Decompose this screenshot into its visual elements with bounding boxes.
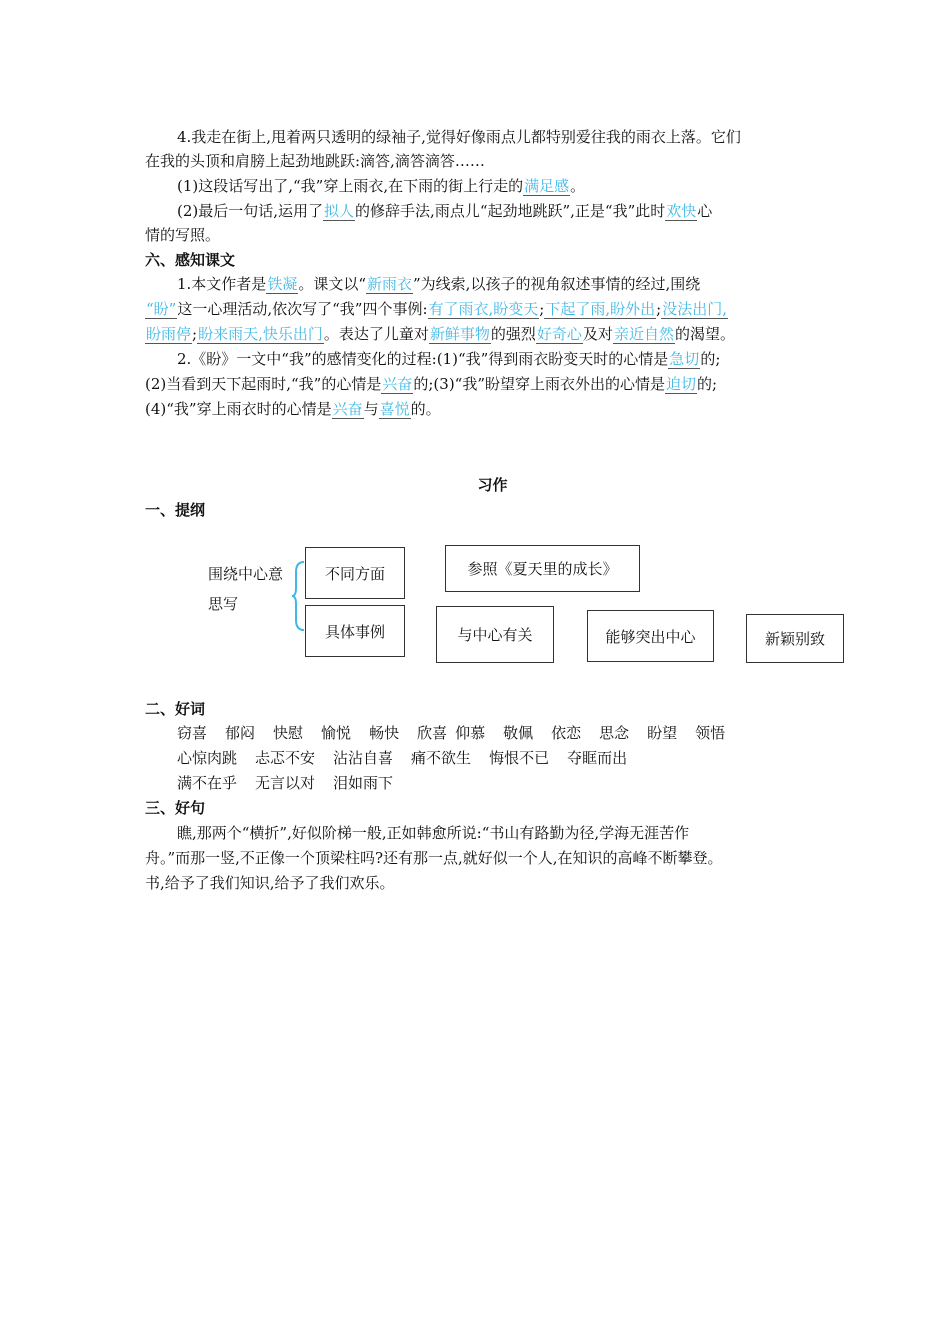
sentence-line-1: 瞧,那两个“横折”,好似阶梯一般,正如韩愈所说:“书山有路勤为径,学海无涯苦作: [177, 824, 690, 842]
box-aspects: 不同方面: [305, 547, 405, 599]
word: 悔恨不已: [489, 749, 550, 767]
word: 泪如雨下: [333, 774, 394, 792]
q4-part1: [177, 175, 585, 197]
word: 忐忑不安: [255, 749, 316, 767]
text: ;: [656, 300, 662, 318]
word: 愉悦: [321, 724, 352, 742]
text: 的;: [700, 350, 721, 368]
text: (4)“我”穿上雨衣时的心情是: [145, 400, 332, 418]
word-row-3: [177, 772, 411, 794]
box-highlight: 能够突出中心: [587, 610, 714, 662]
text: 1.本文作者是: [177, 275, 267, 293]
answer-fill: 满足感: [524, 177, 570, 195]
q4-part2-line2: 情的写照。: [145, 226, 221, 244]
answer-fill: 下起了雨,盼外出: [545, 300, 656, 318]
text: 心: [697, 202, 713, 220]
answer-fill: 好奇心: [536, 325, 582, 343]
word: 心惊肉跳: [177, 749, 238, 767]
text: 2.《盼》一文中“我”的感情变化的过程:(1)“我”得到雨衣盼变天时的心情是: [177, 350, 669, 368]
q4-line1: 4.我走在街上,甩着两只透明的绿袖子,觉得好像雨点儿都特别爱往我的雨衣上落。它们: [177, 128, 741, 146]
word: 依恋: [551, 724, 582, 742]
word-row-1: [177, 722, 743, 744]
answer-fill: 兴奋: [332, 400, 363, 418]
s6-item2-line1: [177, 348, 720, 370]
text: 的强烈: [490, 325, 536, 343]
text: 这一心理活动,依次写了“我”四个事例:: [177, 300, 428, 318]
s6-item1-line3: [145, 323, 735, 345]
text: 。表达了儿童对: [323, 325, 429, 343]
word: 思念: [599, 724, 630, 742]
page-title: 习作: [477, 476, 508, 494]
text: ”为线索,以孩子的视角叙述事情的经过,围绕: [413, 275, 701, 293]
text: 的;: [697, 375, 718, 393]
word: 窃喜: [177, 724, 208, 742]
text: (2)当看到天下起雨时,“我”的心情是: [145, 375, 382, 393]
word: 领悟: [695, 724, 726, 742]
answer-fill: 新雨衣: [367, 275, 413, 293]
box-novel: 新颖别致: [746, 614, 844, 663]
center-label-1: 围绕中心意: [208, 565, 284, 583]
s6-item2-line3: [145, 398, 441, 420]
word: 敬佩: [503, 724, 534, 742]
answer-fill: 新鲜事物: [429, 325, 490, 343]
text: 。: [570, 177, 586, 195]
word: 痛不欲生: [411, 749, 472, 767]
answer-fill: 喜悦: [379, 400, 410, 418]
word: 欣喜: [417, 724, 448, 742]
answer-fill: 亲近自然: [613, 325, 674, 343]
answer-fill: 没法出门,: [662, 300, 727, 318]
word: 盼望: [647, 724, 678, 742]
box-reference: 参照《夏天里的成长》: [445, 545, 640, 592]
word: 夺眶而出: [567, 749, 628, 767]
text: 的修辞手法,雨点儿“起劲地跳跃”,正是“我”此时: [355, 202, 666, 220]
text: 及对: [582, 325, 613, 343]
brace-icon: [292, 560, 306, 632]
answer-fill: 兴奋: [382, 375, 413, 393]
box-related: 与中心有关: [436, 606, 554, 663]
word: 郁闷: [225, 724, 256, 742]
word: 无言以对: [255, 774, 316, 792]
word: 满不在乎: [177, 774, 238, 792]
answer-fill: “盼”: [146, 300, 177, 318]
answer-fill: 迫切: [666, 375, 697, 393]
s6-item1-line1: [177, 273, 700, 295]
q4-part2: [177, 200, 712, 222]
text: ;: [539, 300, 545, 318]
text: 的;(3)“我”盼望穿上雨衣外出的心情是: [413, 375, 666, 393]
text: (1)这段话写出了,“我”穿上雨衣,在下雨的街上行走的: [177, 177, 524, 195]
answer-fill: 欢快: [666, 202, 697, 220]
box-examples: 具体事例: [305, 605, 405, 657]
answer-fill: 盼来雨天,快乐出门: [198, 325, 323, 343]
section-heading: 二、好词: [145, 700, 206, 718]
section-heading: 一、提纲: [145, 501, 206, 519]
text: 。课文以“: [298, 275, 366, 293]
text: (2)最后一句话,运用了: [177, 202, 324, 220]
word: 畅快: [369, 724, 400, 742]
center-label-2: 思写: [208, 595, 239, 613]
s6-item1-line2: [145, 298, 728, 320]
text: 的渴望。: [674, 325, 735, 343]
text: 与: [363, 400, 379, 418]
word: 沾沾自喜: [333, 749, 394, 767]
text: 的。: [410, 400, 441, 418]
s6-item2-line2: [145, 373, 717, 395]
answer-fill: 铁凝: [267, 275, 298, 293]
answer-fill: 拟人: [324, 202, 355, 220]
word-row-2: [177, 747, 645, 769]
answer-fill: 盼雨停: [146, 325, 192, 343]
section-heading: 三、好句: [145, 799, 206, 817]
word: 快慰: [273, 724, 304, 742]
q4-line2: 在我的头顶和肩膀上起劲地跳跃:滴答,滴答滴答……: [145, 152, 485, 170]
sentence-line-2: 舟。”而那一竖,不正像一个顶梁柱吗?还有那一点,就好似一个人,在知识的高峰不断攀登。: [145, 849, 723, 867]
sentence-line-3: 书,给予了我们知识,给予了我们欢乐。: [145, 874, 395, 892]
text: ;: [192, 325, 198, 343]
answer-fill: 急切: [669, 350, 700, 368]
answer-fill: 有了雨衣,盼变天: [428, 300, 539, 318]
word: 仰慕: [455, 724, 486, 742]
section-heading: 六、感知课文: [145, 251, 236, 269]
